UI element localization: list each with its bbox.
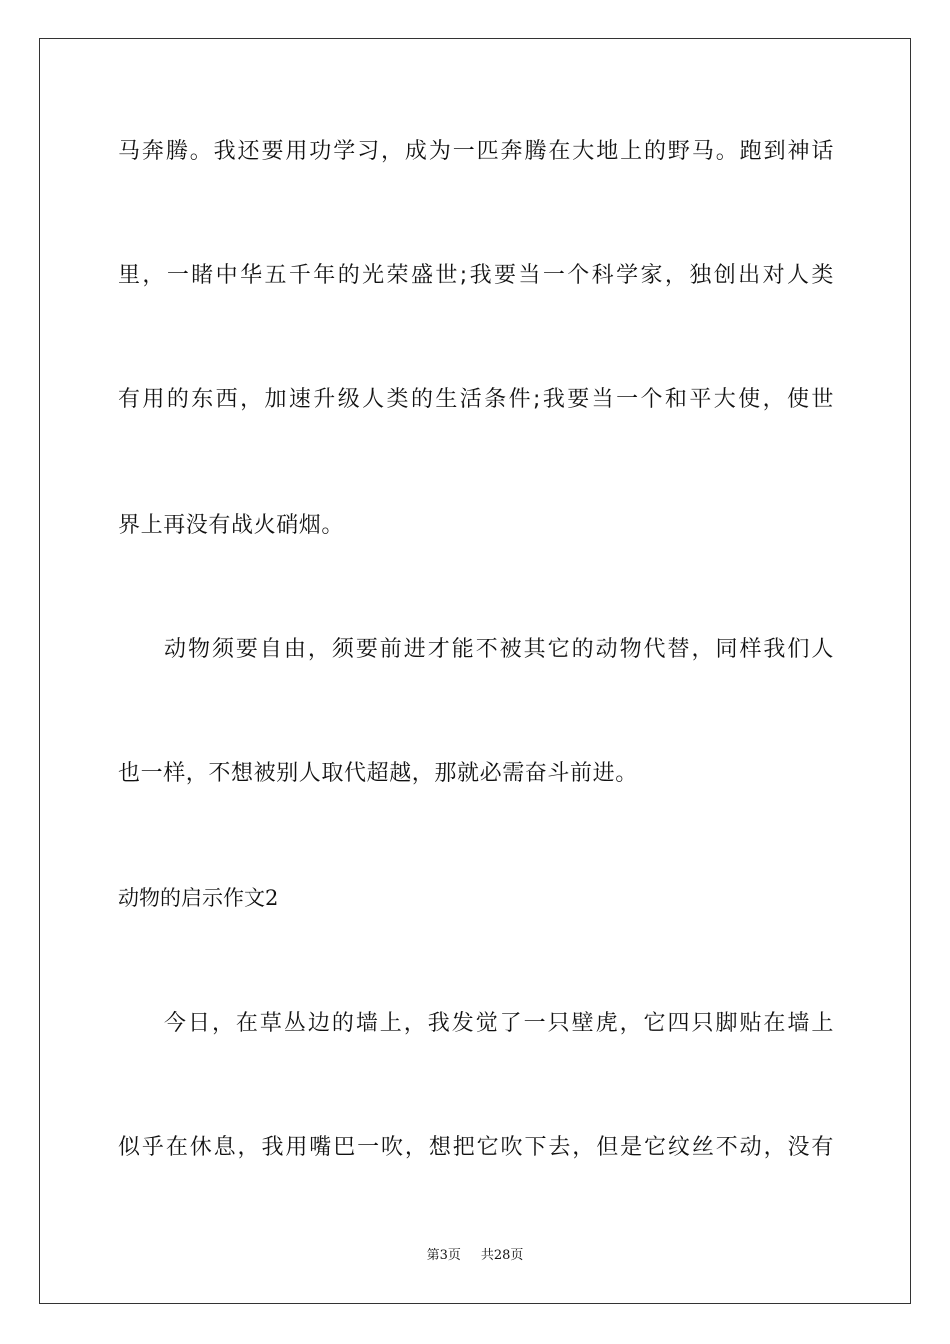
section-heading: 动物的启示作文2 [118,886,279,910]
paragraph-line: 有用的东西，加速升级人类的生活条件;我要当一个和平大使，使世 [118,387,834,412]
paragraph-line: 似乎在休息，我用嘴巴一吹，想把它吹下去，但是它纹丝不动，没有 [118,1135,834,1160]
page-frame [39,38,911,1304]
paragraph-line: 马奔腾。我还要用功学习，成为一匹奔腾在大地上的野马。跑到神话 [118,139,834,164]
paragraph-line: 里，一睹中华五千年的光荣盛世;我要当一个科学家，独创出对人类 [118,263,834,288]
paragraph-line: 界上再没有战火硝烟。 [118,513,345,538]
paragraph-line: 今日，在草丛边的墙上，我发觉了一只壁虎，它四只脚贴在墙上 [164,1011,834,1036]
paragraph-line: 动物须要自由，须要前进才能不被其它的动物代替，同样我们人 [164,637,834,662]
page-footer [0,1246,950,1266]
page-number: 第3页 [426,1248,461,1263]
page-total: 共28页 [480,1248,524,1263]
paragraph-line: 也一样，不想被别人取代超越，那就必需奋斗前进。 [118,761,638,786]
